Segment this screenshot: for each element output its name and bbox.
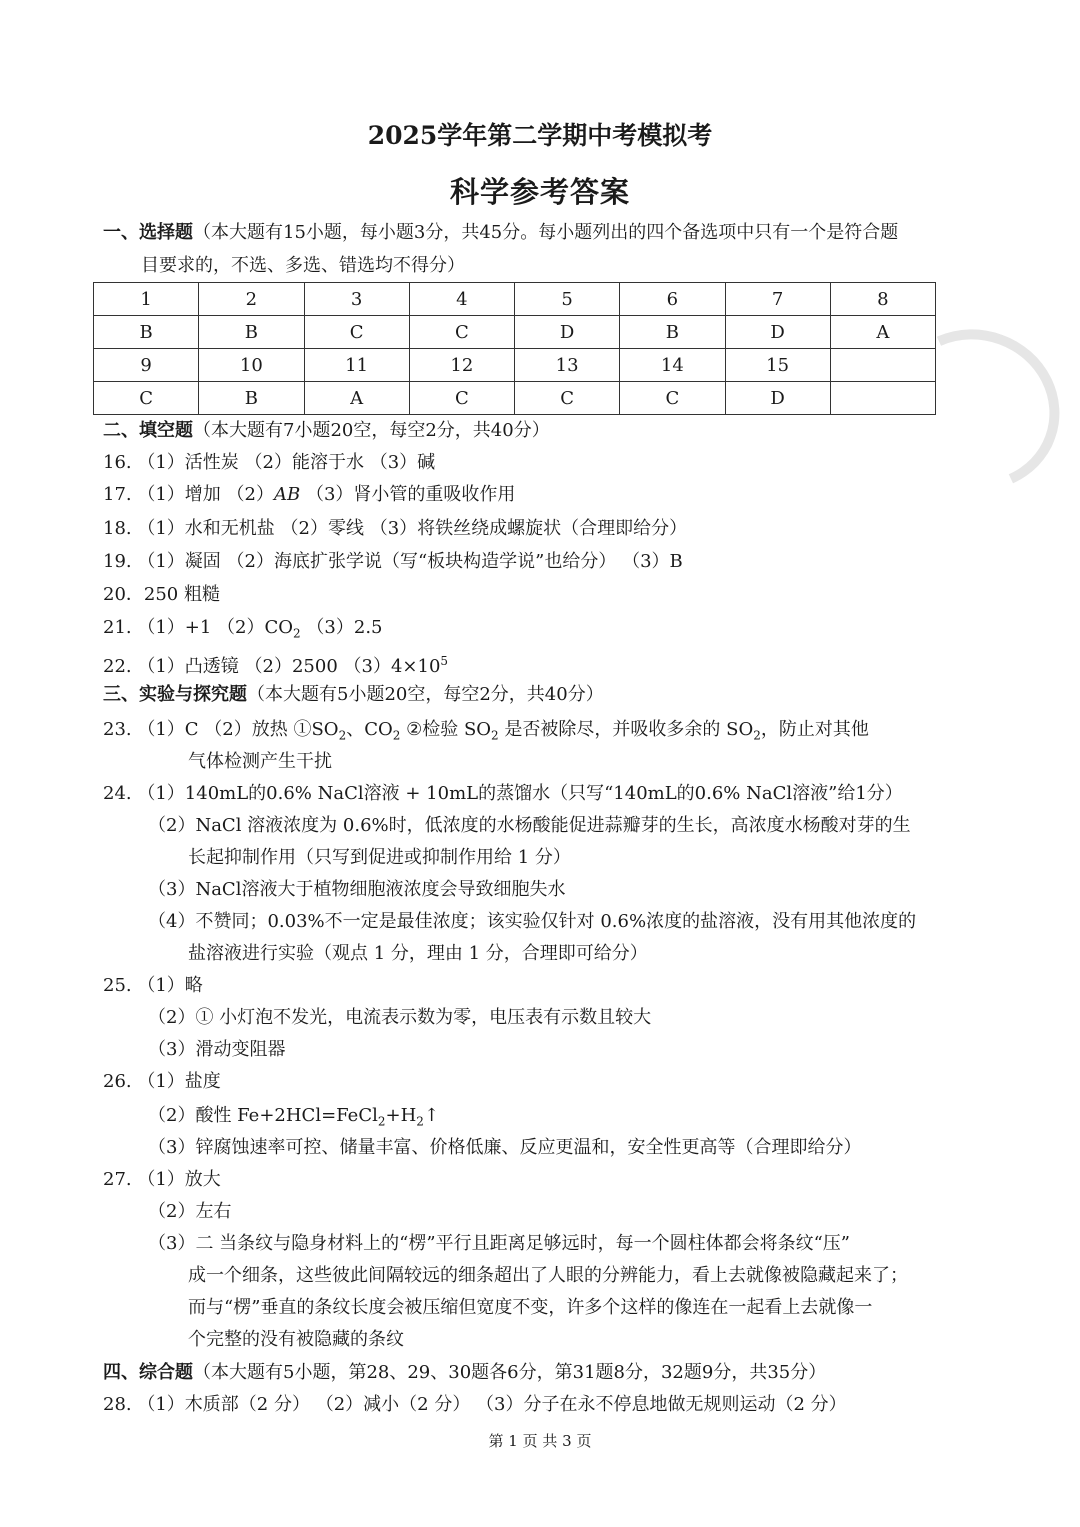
table-cell: 7 (725, 283, 830, 316)
section-1-title: 一、选择题 (103, 222, 193, 243)
answer-26-2: （2）酸性 $Fe+2HCl=FeCl_2+H_2↑$ (148, 1105, 440, 1129)
section-2-title: 二、填空题 (103, 420, 193, 441)
section-4-heading (103, 1360, 826, 1386)
table-cell: C (94, 382, 199, 415)
page-footer: 第 1 页 共 3 页 (488, 1432, 592, 1450)
answer-19: 19. （1）凝固 （2）海底扩张学说（写“板块构造学说”也给分） （3）B (103, 551, 683, 572)
table-cell: 15 (725, 349, 830, 382)
answer-25-2: （2）① 小灯泡不发光，电流表示数为零，电压表有示数且较大 (148, 1007, 652, 1028)
section-2-note: （本大题有7小题20空，每空2分，共40分） (193, 420, 550, 441)
answer-26-3: （3）锌腐蚀速率可控、储量丰富、价格低廉、反应更温和，安全性更高等（合理即给分） (148, 1137, 862, 1158)
table-cell: B (620, 316, 725, 349)
table-cell (830, 349, 935, 382)
table-cell: B (199, 316, 304, 349)
answer-27-1: 27. （1）放大 (103, 1169, 221, 1190)
section-1-note-cont: 目要求的，不选、多选、错选均不得分） (141, 255, 465, 276)
table-cell: 14 (620, 349, 725, 382)
table-cell: 9 (94, 349, 199, 382)
answer-24-1: 24. （1）140mL的0.6% NaCl溶液 + 10mL的蒸馏水（只写“140mL的0.6% NaCl溶液”给1分） (103, 783, 903, 804)
table-cell: C (304, 316, 409, 349)
table-row (94, 349, 936, 382)
section-1-note: （本大题有15小题，每小题3分，共45分。每小题列出的四个备选项中只有一个是符合题 (193, 222, 899, 243)
section-4-title: 四、综合题 (103, 1362, 193, 1383)
table-cell: D (515, 316, 620, 349)
table-row (94, 382, 936, 415)
answer-27-3: （3）二 当条纹与隐身材料上的“楞”平行且距离足够远时，每一个圆柱体都会将条纹“压” (148, 1233, 850, 1254)
answer-21: 21. （1）+1 $(2)CO_2$ （3）2.5 (103, 617, 383, 641)
answer-16: 16. （1）活性炭 （2）能溶于水 （3）碱 (103, 452, 436, 473)
table-cell: D (725, 316, 830, 349)
table-cell: 4 (409, 283, 514, 316)
answer-23: 23. （1）C （2）放热 $①SO_2$、$CO_2$ ②检验 $SO_2$ 是否被除尽，并吸收多余的 $SO_2$，防止对其他 (103, 719, 869, 743)
table-cell: 6 (620, 283, 725, 316)
answer-18: 18. （1）水和无机盐 （2）零线 （3）将铁丝绕成螺旋状（合理即给分） (103, 518, 688, 539)
table-cell: A (830, 316, 935, 349)
answer-24-4-cont: 盐溶液进行实验（观点 1 分，理由 1 分，合理即可给分） (188, 943, 648, 964)
section-1-heading (103, 220, 898, 246)
section-3-heading (103, 682, 604, 708)
table-cell: A (304, 382, 409, 415)
answer-17: 17. （1）增加 （2）AB （3）肾小管的重吸收作用 (103, 484, 516, 505)
answer-27-3-cont: 个完整的没有被隐藏的条纹 (188, 1329, 404, 1350)
table-cell: 10 (199, 349, 304, 382)
section-3-note: （本大题有5小题20空，每空2分，共40分） (247, 684, 604, 705)
table-cell (830, 382, 935, 415)
answer-27-2: （2）左右 (148, 1201, 232, 1222)
answer-23-cont: 气体检测产生干扰 (188, 751, 332, 772)
table-cell: C (409, 382, 514, 415)
table-cell: 2 (199, 283, 304, 316)
answer-27-3-cont: 成一个细条，这些彼此间隔较远的细条超出了人眼的分辨能力，看上去就像被隐藏起来了； (188, 1265, 908, 1286)
table-cell: C (515, 382, 620, 415)
section-2-heading (103, 418, 550, 444)
answer-24-2: （2）NaCl 溶液浓度为 0.6%时，低浓度的水杨酸能促进蒜瓣芽的生长，高浓度水杨酸对芽的生 (148, 815, 911, 836)
table-cell: B (94, 316, 199, 349)
table-cell: 3 (304, 283, 409, 316)
table-cell: 13 (515, 349, 620, 382)
table-cell: 5 (515, 283, 620, 316)
answer-25-3: （3）滑动变阻器 (148, 1039, 286, 1060)
table-cell: D (725, 382, 830, 415)
table-row (94, 316, 936, 349)
table-cell: 11 (304, 349, 409, 382)
answer-24-2-cont: 长起抑制作用（只写到促进或抑制作用给 1 分） (188, 847, 571, 868)
page-title: 2025学年第二学期中考模拟考 (367, 121, 713, 150)
answer-22: 22. （1）凸透镜 （2）2500 $(3)4\times 10^5$ (103, 654, 449, 677)
page-subtitle: 科学参考答案 (449, 175, 630, 209)
answer-24-3: （3）NaCl溶液大于植物细胞液浓度会导致细胞失水 (148, 879, 566, 900)
answer-28: 28. （1）木质部（2 分） （2）减小（2 分） （3）分子在永不停息地做无规则运动（2 分） (103, 1394, 847, 1415)
answer-table (93, 282, 936, 415)
table-cell: 1 (94, 283, 199, 316)
answer-25-1: 25. （1）略 (103, 975, 203, 996)
table-cell: 8 (830, 283, 935, 316)
table-row (94, 283, 936, 316)
table-cell: B (199, 382, 304, 415)
answer-20: 20．250 粗糙 (103, 584, 220, 605)
section-3-title: 三、实验与探究题 (103, 684, 247, 705)
answer-27-3-cont: 而与“楞”垂直的条纹长度会被压缩但宽度不变，许多个这样的像连在一起看上去就像一 (188, 1297, 873, 1318)
section-4-note: （本大题有5小题，第28、29、30题各6分，第31题8分，32题9分，共35分） (193, 1362, 827, 1383)
table-cell: C (409, 316, 514, 349)
table-cell: 12 (409, 349, 514, 382)
answer-26-1: 26. （1）盐度 (103, 1071, 221, 1092)
answer-24-4: （4）不赞同；0.03%不一定是最佳浓度；该实验仅针对 0.6%浓度的盐溶液，没有用其他浓度的 (148, 911, 917, 932)
table-cell: C (620, 382, 725, 415)
